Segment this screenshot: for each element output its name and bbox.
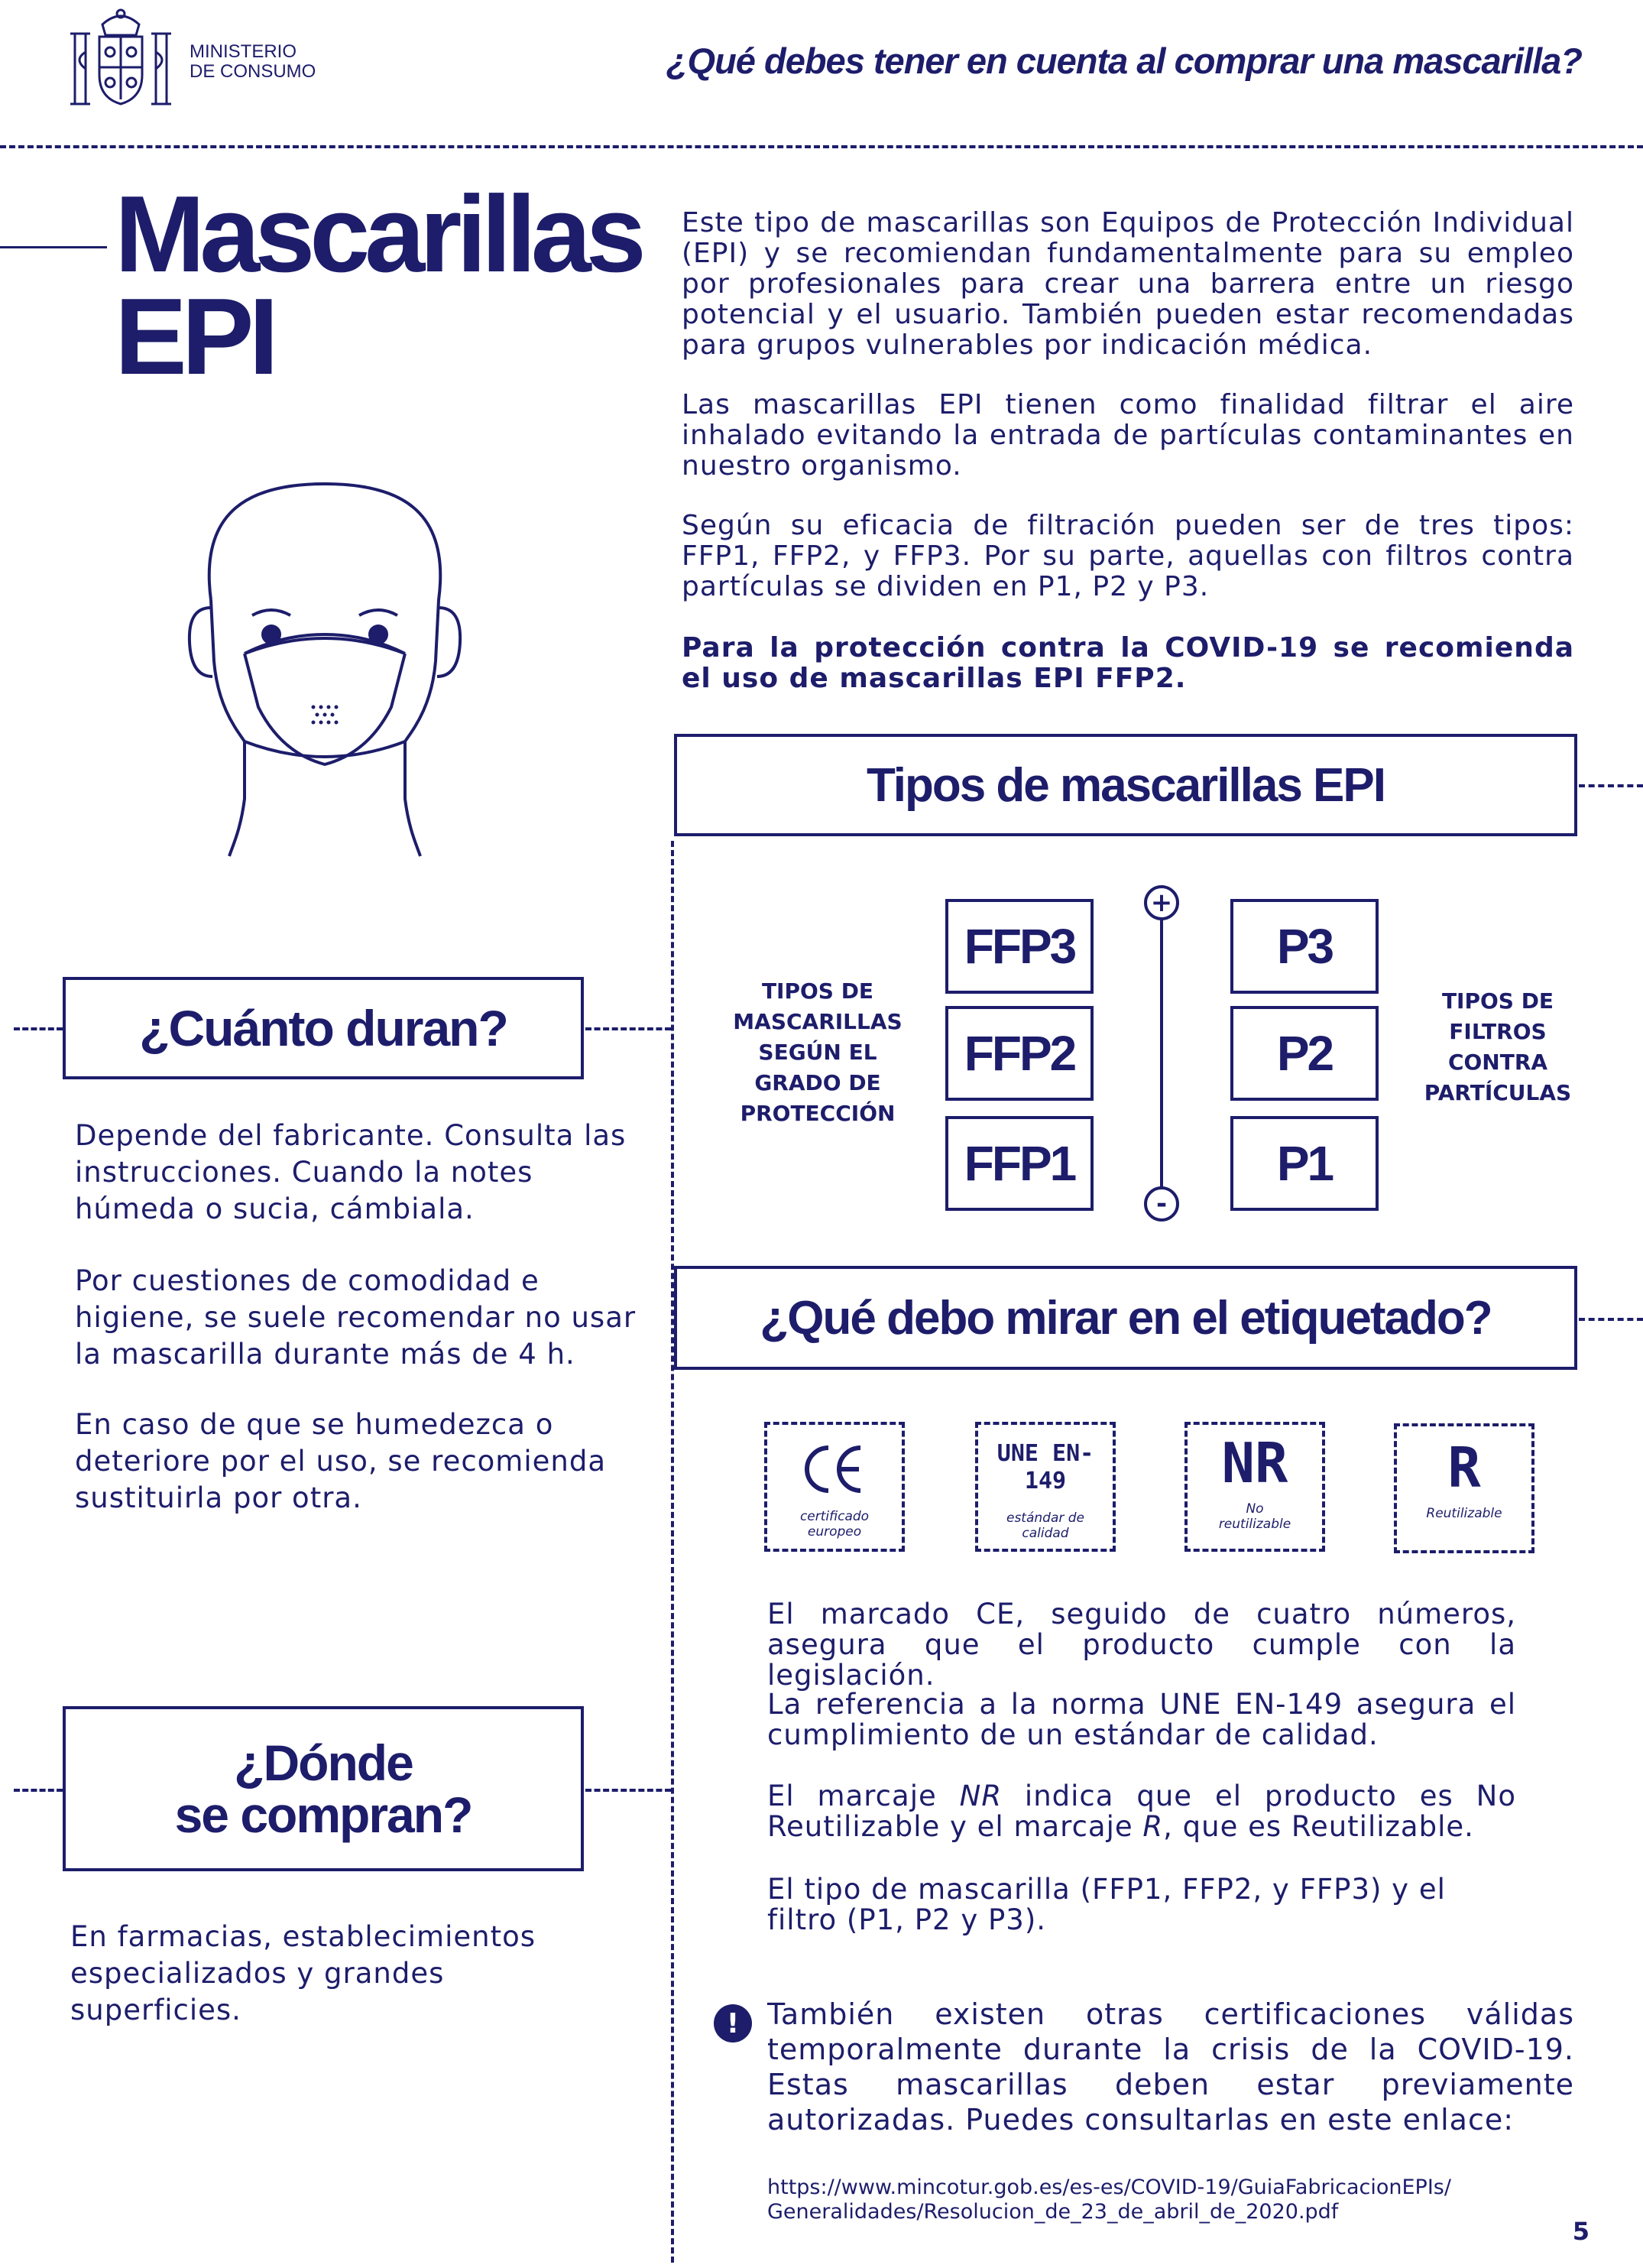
labeling-p3-text-c: , que es Reutilizable. — [1163, 1810, 1474, 1843]
duration-title-box — [63, 977, 584, 1079]
ministry-name — [190, 42, 316, 82]
nr-certificate — [1184, 1422, 1325, 1552]
labeling-paragraph-1: El marcado CE, seguido de cuatro números, asegura que el producto cumple con la legislación. — [767, 1598, 1516, 1692]
ministry-line-2: DE CONSUMO — [190, 61, 316, 82]
ce-caption: certificado europeo — [799, 1509, 870, 1540]
where-connector-left — [14, 1789, 63, 1792]
labeling-p3-r: R — [1142, 1810, 1164, 1843]
center-vertical-divider — [671, 841, 674, 2263]
ministry-line-1: MINISTERIO — [190, 41, 297, 62]
labeling-paragraph-2: La referencia a la norma UNE EN-149 asegura el cumplimiento de un estándar de calidad. — [767, 1688, 1516, 1751]
where-title-line-2: se compran? — [174, 1786, 472, 1843]
intro-paragraph-1: Este tipo de mascarillas son Equipos de Protección Individual (EPI) y se recomiendan fundamentalmente para su empleo por profesionales para crear una barrera entre un riesgo potencial y el usuario. También pueden estar recomendadas para grupos vulnerables por indicación médica. — [682, 207, 1574, 361]
p3-box — [1230, 899, 1379, 994]
title-rule — [0, 246, 107, 248]
nr-mark: NR — [1221, 1431, 1288, 1495]
labeling-paragraph-3 — [767, 1781, 1516, 1842]
ffp1-label: FFP1 — [964, 1136, 1075, 1191]
labeling-title: ¿Qué debo mirar en el etiquetado? — [760, 1291, 1492, 1345]
types-title-connector — [1579, 784, 1643, 787]
coat-of-arms-logo — [64, 6, 177, 121]
ffp1-box — [945, 1116, 1094, 1211]
header-divider — [0, 145, 1643, 148]
p2-label: P2 — [1276, 1026, 1333, 1081]
duration-paragraph-3: En caso de que se humedezca o deteriore por el uso, se recomienda sustituirla por otra. — [75, 1408, 607, 1514]
resolution-link-line-1[interactable]: https://www.mincotur.gob.es/es-es/COVID-19/GuiaFabricacionEPIs/ — [767, 2176, 1451, 2199]
types-title: Tipos de mascarillas EPI — [867, 758, 1385, 812]
person-wearing-mask-illustration — [183, 478, 466, 860]
une-mark: UNE EN-149 — [996, 1440, 1094, 1494]
warning-paragraph: También existen otras certificaciones válidas temporalmente durante la crisis de la COVID-19. Estas mascarillas deben estar previamente autorizadas. Puedes consultarlas en este enlace: — [767, 1997, 1574, 2137]
duration-connector-right — [585, 1027, 671, 1030]
intro-paragraph-3: Según su eficacia de filtración pueden ser de tres tipos: FFP1, FFP2, y FFP3. Por su parte, aquellas con filtros contra partículas se dividen en P1, P2 y P3. — [682, 510, 1574, 602]
labeling-title-box — [674, 1266, 1577, 1370]
ffp3-label: FFP3 — [964, 919, 1075, 974]
nr-caption: No reutilizable — [1218, 1501, 1291, 1532]
p-filters-label: TIPOS DE FILTROS CONTRA PARTÍCULAS — [1424, 988, 1572, 1105]
ce-certificate — [764, 1422, 905, 1552]
labeling-p3-nr: NR — [959, 1780, 1003, 1812]
duration-paragraph-1: Depende del fabricante. Consulta las instrucciones. Cuando la notes húmeda o sucia, cámbiala. — [75, 1119, 627, 1225]
where-connector-right — [585, 1789, 671, 1792]
ce-mark-icon — [767, 1439, 902, 1500]
duration-title: ¿Cuánto duran? — [139, 1000, 507, 1056]
labeling-p3-text-a: El marcaje — [767, 1780, 960, 1812]
labeling-p3-text-b: indica que el producto es No Reutilizable y el marcaje — [767, 1780, 1516, 1843]
une-caption: estándar de calidad — [1006, 1510, 1085, 1541]
header-question: ¿Qué debes tener en cuenta al comprar una mascarilla? — [666, 41, 1582, 81]
intro-paragraph-4: Para la protección contra la COVID-19 se recomienda el uso de mascarillas EPI FFP2. — [682, 632, 1574, 694]
intro-paragraph-2: Las mascarillas EPI tienen como finalidad filtrar el aire inhalado evitando la entrada de partículas contaminantes en nuestro organismo. — [682, 389, 1574, 482]
plus-sign: + — [1150, 887, 1173, 918]
main-title-line-2: EPI — [115, 276, 274, 397]
r-certificate — [1394, 1423, 1534, 1553]
une-certificate — [975, 1422, 1116, 1552]
p3-label: P3 — [1276, 919, 1333, 974]
duration-paragraph-2: Por cuestiones de comodidad e higiene, se suele recomendar no usar la mascarilla durante más de 4 h. — [75, 1264, 637, 1371]
ffp2-box — [945, 1006, 1094, 1101]
labeling-paragraph-4: El tipo de mascarilla (FFP1, FFP2, y FFP3) y el filtro (P1, P2 y P3). — [767, 1873, 1446, 1936]
labeling-title-connector — [1579, 1318, 1643, 1321]
where-title — [174, 1734, 472, 1843]
resolution-link[interactable] — [767, 2176, 1451, 2224]
p2-box — [1230, 1006, 1379, 1101]
plus-icon — [1144, 885, 1179, 920]
minus-sign: - — [1155, 1189, 1168, 1219]
r-caption: Reutilizable — [1426, 1506, 1502, 1521]
minus-icon — [1144, 1186, 1179, 1222]
p1-box — [1230, 1116, 1379, 1211]
r-mark: R — [1447, 1436, 1481, 1500]
exclamation-icon: ! — [714, 2004, 752, 2042]
types-title-box — [674, 734, 1577, 836]
duration-connector-left — [14, 1027, 63, 1030]
page-number: 5 — [1572, 2217, 1590, 2246]
where-paragraph: En farmacias, establecimientos especializados y grandes superficies. — [70, 1920, 536, 2026]
resolution-link-line-2[interactable]: Generalidades/Resolucion_de_23_de_abril_de_2020.pdf — [767, 2200, 1339, 2224]
ffp-types-label: TIPOS DE MASCARILLAS SEGÚN EL GRADO DE PROTECCIÓN — [733, 978, 903, 1126]
main-title-line-1: Mascarillas — [115, 174, 641, 295]
where-title-box — [63, 1706, 584, 1871]
p1-label: P1 — [1276, 1136, 1333, 1191]
where-title-line-1: ¿Dónde — [234, 1734, 413, 1791]
ffp2-label: FFP2 — [964, 1026, 1075, 1081]
protection-scale-line — [1160, 917, 1163, 1199]
ffp3-box — [945, 899, 1094, 994]
main-title — [115, 174, 641, 397]
